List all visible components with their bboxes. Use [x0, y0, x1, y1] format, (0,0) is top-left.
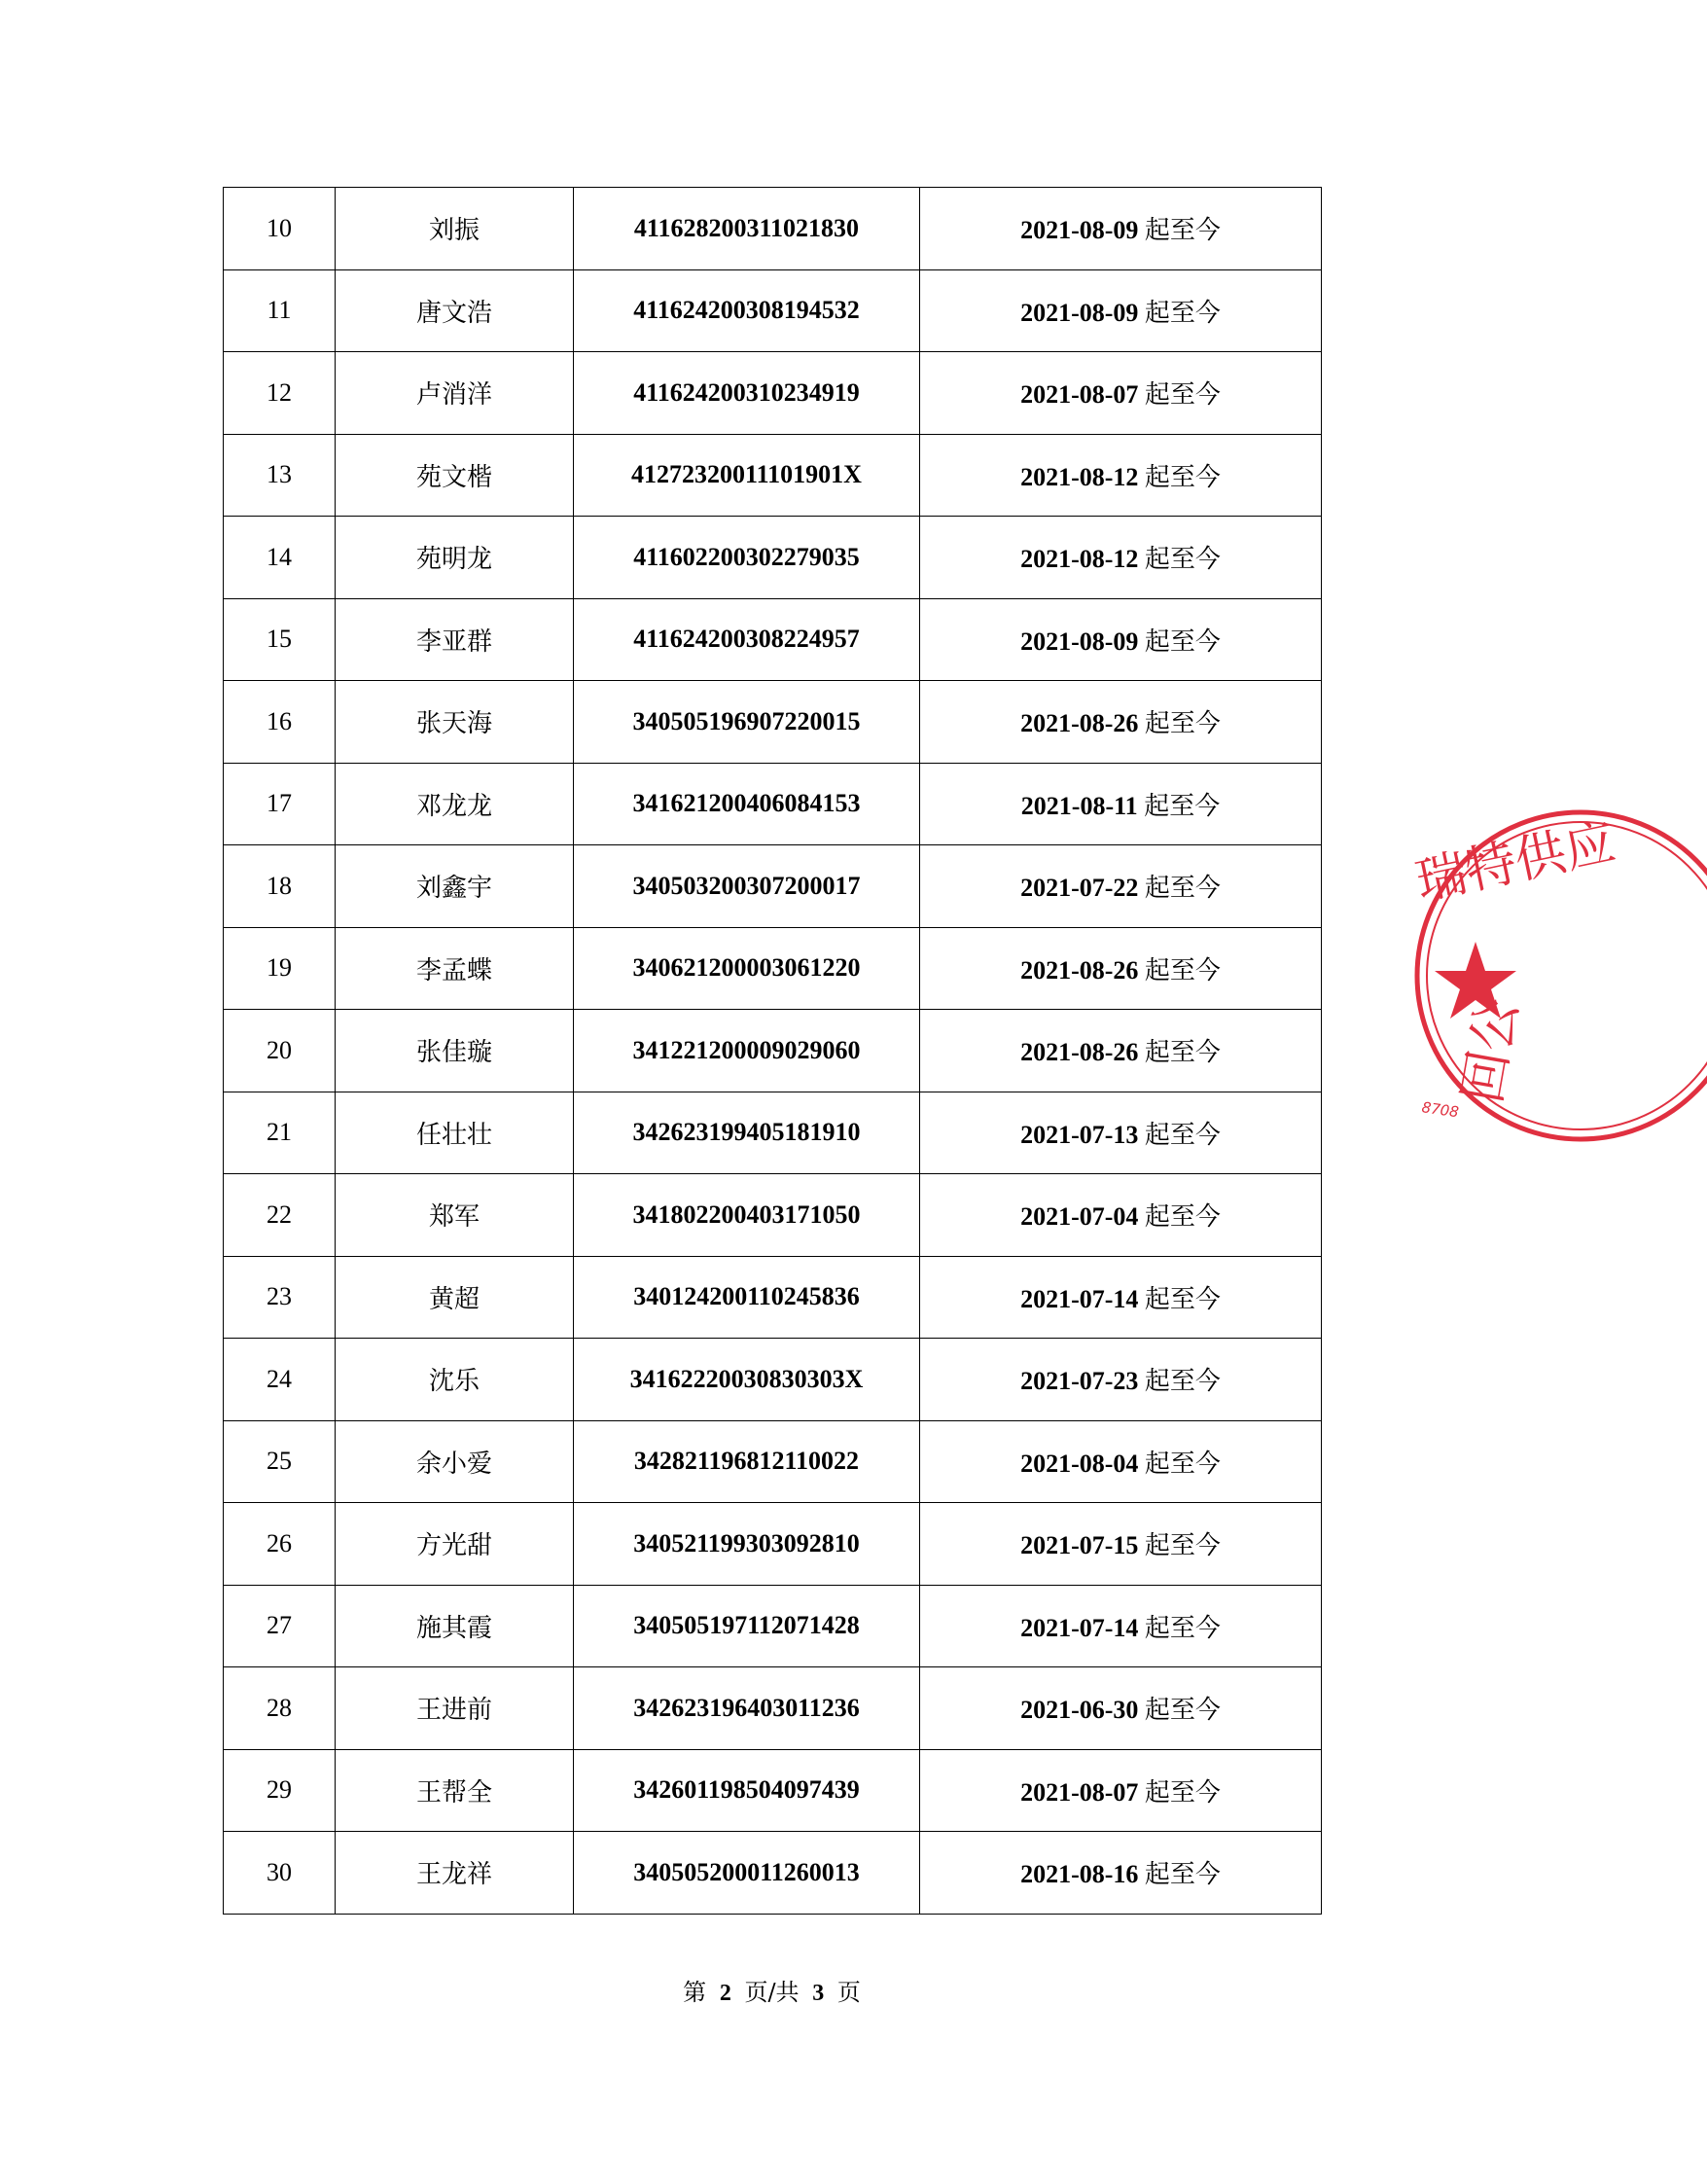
person-name: 刘振	[336, 188, 574, 270]
start-date-cell	[920, 1667, 1322, 1750]
date-suffix: 起至今	[1144, 955, 1221, 985]
table-row	[224, 434, 1322, 517]
start-date-cell	[920, 845, 1322, 928]
start-date: 2021-08-12	[1020, 545, 1139, 574]
start-date-cell	[920, 434, 1322, 517]
start-date-cell	[920, 1749, 1322, 1832]
start-date: 2021-07-23	[1020, 1367, 1139, 1396]
seal-serial: 8708	[1420, 1098, 1460, 1122]
footer-suffix: 页	[836, 1979, 861, 2006]
footer-prefix: 第	[683, 1979, 707, 2006]
person-name: 郑军	[336, 1174, 574, 1257]
start-date: 2021-08-07	[1020, 1777, 1139, 1807]
start-date: 2021-08-12	[1020, 462, 1139, 491]
table-row	[224, 1585, 1322, 1667]
table-row	[224, 1092, 1322, 1174]
id-number: 342623196403011236	[574, 1667, 920, 1750]
table-row	[224, 1667, 1322, 1750]
table-row	[224, 681, 1322, 764]
row-number: 13	[224, 434, 336, 517]
id-number: 41272320011101901X	[574, 434, 920, 517]
start-date: 2021-08-26	[1020, 1038, 1139, 1067]
table-row	[224, 188, 1322, 270]
table-row	[224, 598, 1322, 681]
row-number: 16	[224, 681, 336, 764]
row-number: 30	[224, 1832, 336, 1915]
start-date-cell	[920, 1010, 1322, 1092]
company-seal	[1410, 801, 1621, 1151]
row-number: 22	[224, 1174, 336, 1257]
start-date: 2021-07-14	[1020, 1613, 1139, 1642]
id-number: 411624200308224957	[574, 598, 920, 681]
id-number: 340505196907220015	[574, 681, 920, 764]
start-date-cell	[920, 1503, 1322, 1586]
row-number: 18	[224, 845, 336, 928]
table-row	[224, 763, 1322, 845]
row-number: 20	[224, 1010, 336, 1092]
id-number: 411624200308194532	[574, 269, 920, 352]
id-number: 342623199405181910	[574, 1092, 920, 1174]
row-number: 11	[224, 269, 336, 352]
row-number: 14	[224, 517, 336, 599]
start-date: 2021-06-30	[1020, 1696, 1139, 1725]
row-number: 17	[224, 763, 336, 845]
id-number: 340521199303092810	[574, 1503, 920, 1586]
start-date: 2021-08-09	[1020, 216, 1139, 245]
id-number: 341621200406084153	[574, 763, 920, 845]
seal-top-text: 瑞特供应	[1410, 812, 1621, 913]
date-suffix: 起至今	[1144, 1038, 1221, 1068]
footer-middle: 页/共	[744, 1979, 800, 2006]
start-date-cell	[920, 1256, 1322, 1339]
person-name: 施其霞	[336, 1585, 574, 1667]
id-number: 342601198504097439	[574, 1749, 920, 1832]
row-number: 26	[224, 1503, 336, 1586]
row-number: 23	[224, 1256, 336, 1339]
start-date: 2021-07-15	[1020, 1531, 1139, 1560]
date-suffix: 起至今	[1144, 1860, 1221, 1890]
date-suffix: 起至今	[1144, 298, 1221, 328]
page-footer	[0, 1973, 1544, 2007]
start-date-cell	[920, 927, 1322, 1010]
row-number: 24	[224, 1339, 336, 1421]
row-number: 29	[224, 1749, 336, 1832]
table-row	[224, 1010, 1322, 1092]
table-row	[224, 1503, 1322, 1586]
id-number: 341802200403171050	[574, 1174, 920, 1257]
start-date-cell	[920, 1092, 1322, 1174]
table-row	[224, 1339, 1322, 1421]
table-row	[224, 1749, 1322, 1832]
person-name: 王帮全	[336, 1749, 574, 1832]
start-date-cell	[920, 1832, 1322, 1915]
row-number: 19	[224, 927, 336, 1010]
start-date: 2021-08-09	[1020, 298, 1139, 327]
id-number: 411628200311021830	[574, 188, 920, 270]
person-name: 沈乐	[336, 1339, 574, 1421]
start-date: 2021-08-11	[1020, 791, 1138, 820]
table-row	[224, 1832, 1322, 1915]
start-date: 2021-07-22	[1020, 874, 1139, 903]
start-date: 2021-08-26	[1020, 955, 1139, 985]
person-name: 苑明龙	[336, 517, 574, 599]
table-row	[224, 1174, 1322, 1257]
start-date: 2021-08-16	[1020, 1860, 1139, 1889]
row-number: 27	[224, 1585, 336, 1667]
roster-table	[223, 187, 1322, 1915]
table-row	[224, 1420, 1322, 1503]
date-suffix: 起至今	[1144, 1531, 1221, 1561]
id-number: 34162220030830303X	[574, 1339, 920, 1421]
person-name: 方光甜	[336, 1503, 574, 1586]
start-date: 2021-08-09	[1020, 627, 1139, 656]
footer-current-page: 2	[719, 1981, 731, 2006]
date-suffix: 起至今	[1144, 1284, 1221, 1314]
person-name: 刘鑫宇	[336, 845, 574, 928]
id-number: 341221200009029060	[574, 1010, 920, 1092]
id-number: 411602200302279035	[574, 517, 920, 599]
seal-graphic	[1410, 801, 1707, 1151]
seal-bottom-text: 回公	[1450, 993, 1530, 1108]
id-number: 340505197112071428	[574, 1585, 920, 1667]
footer-total-pages: 3	[812, 1981, 825, 2006]
date-suffix: 起至今	[1144, 791, 1221, 821]
start-date-cell	[920, 763, 1322, 845]
row-number: 21	[224, 1092, 336, 1174]
table-row	[224, 845, 1322, 928]
start-date-cell	[920, 598, 1322, 681]
start-date-cell	[920, 1174, 1322, 1257]
person-name: 李亚群	[336, 598, 574, 681]
table-row	[224, 352, 1322, 435]
start-date-cell	[920, 352, 1322, 435]
person-name: 王龙祥	[336, 1832, 574, 1915]
person-name: 李孟蝶	[336, 927, 574, 1010]
date-suffix: 起至今	[1144, 1120, 1221, 1150]
start-date-cell	[920, 1585, 1322, 1667]
id-number: 340505200011260013	[574, 1832, 920, 1915]
date-suffix: 起至今	[1144, 1367, 1221, 1397]
date-suffix: 起至今	[1144, 462, 1221, 492]
date-suffix: 起至今	[1144, 216, 1221, 246]
date-suffix: 起至今	[1144, 545, 1221, 575]
id-number: 340124200110245836	[574, 1256, 920, 1339]
person-name: 苑文楷	[336, 434, 574, 517]
start-date-cell	[920, 1339, 1322, 1421]
person-name: 张佳璇	[336, 1010, 574, 1092]
id-number: 411624200310234919	[574, 352, 920, 435]
person-name: 张天海	[336, 681, 574, 764]
row-number: 15	[224, 598, 336, 681]
table-row	[224, 1256, 1322, 1339]
start-date-cell	[920, 188, 1322, 270]
start-date: 2021-07-04	[1020, 1202, 1139, 1232]
row-number: 12	[224, 352, 336, 435]
start-date-cell	[920, 517, 1322, 599]
table-row	[224, 927, 1322, 1010]
id-number: 340621200003061220	[574, 927, 920, 1010]
row-number: 28	[224, 1667, 336, 1750]
table-row	[224, 517, 1322, 599]
start-date-cell	[920, 681, 1322, 764]
id-number: 340503200307200017	[574, 845, 920, 928]
date-suffix: 起至今	[1144, 1613, 1221, 1643]
date-suffix: 起至今	[1144, 1777, 1221, 1808]
id-number: 342821196812110022	[574, 1420, 920, 1503]
person-name: 唐文浩	[336, 269, 574, 352]
person-name: 任壮壮	[336, 1092, 574, 1174]
person-name: 黄超	[336, 1256, 574, 1339]
roster-body	[224, 188, 1322, 1915]
person-name: 王进前	[336, 1667, 574, 1750]
row-number: 25	[224, 1420, 336, 1503]
start-date: 2021-08-07	[1020, 380, 1139, 410]
start-date-cell	[920, 269, 1322, 352]
date-suffix: 起至今	[1144, 380, 1221, 411]
table-row	[224, 269, 1322, 352]
start-date: 2021-08-04	[1020, 1449, 1139, 1478]
person-name: 余小爱	[336, 1420, 574, 1503]
date-suffix: 起至今	[1144, 709, 1221, 739]
date-suffix: 起至今	[1144, 627, 1221, 657]
start-date: 2021-07-14	[1020, 1284, 1139, 1313]
row-number: 10	[224, 188, 336, 270]
start-date: 2021-07-13	[1020, 1120, 1139, 1149]
start-date-cell	[920, 1420, 1322, 1503]
start-date: 2021-08-26	[1020, 709, 1139, 738]
date-suffix: 起至今	[1144, 1202, 1221, 1233]
person-name: 卢消洋	[336, 352, 574, 435]
date-suffix: 起至今	[1144, 1449, 1221, 1479]
date-suffix: 起至今	[1144, 1696, 1221, 1726]
date-suffix: 起至今	[1144, 874, 1221, 904]
person-name: 邓龙龙	[336, 763, 574, 845]
